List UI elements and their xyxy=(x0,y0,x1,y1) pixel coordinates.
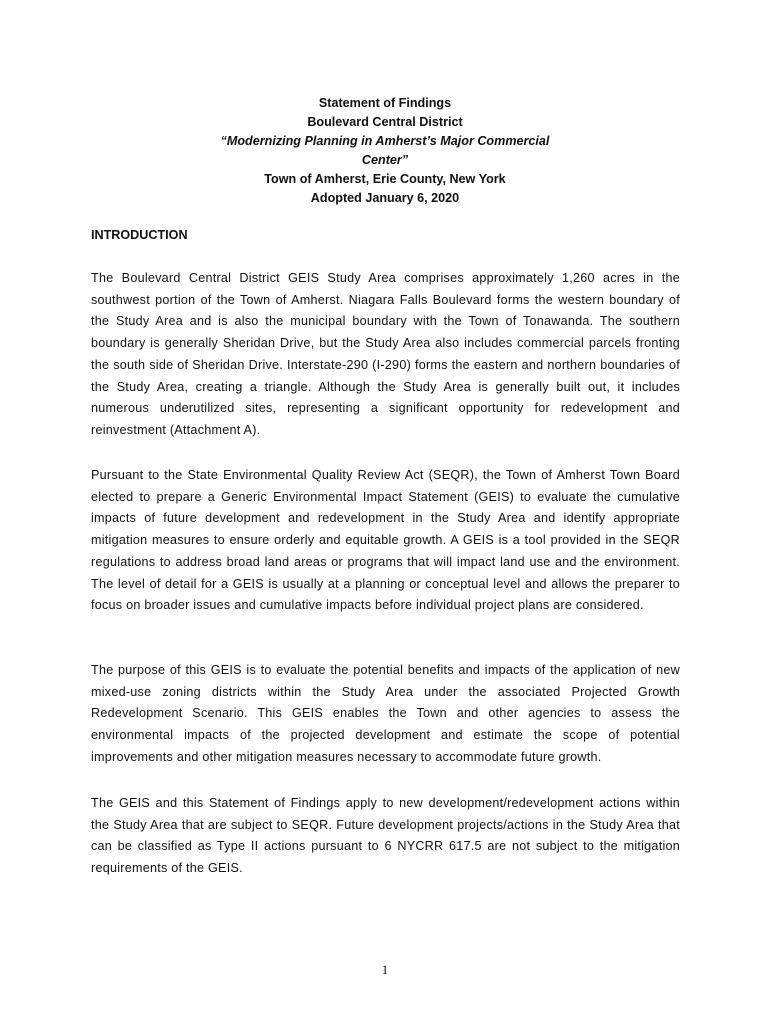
header-location: Town of Amherst, Erie County, New York xyxy=(264,172,506,186)
header-district: Boulevard Central District xyxy=(307,115,463,129)
paragraph-geis-purpose: The purpose of this GEIS is to evaluate the potential benefits and impacts of the application of new mixed-use zoning districts within the Study Area under the associated Projected Growth Redevelopment Scenario. This GEIS enables the Town and other agencies to assess the environmental impacts of the projected development and estimate the scope of potential improvements and other mitigation measures necessary to accommodate future growth. xyxy=(91,663,680,764)
paragraph-seqr: Pursuant to the State Environmental Quality Review Act (SEQR), the Town of Amherst Town Board elected to prepare a Generic Environmental Impact Statement (GEIS) to evaluate the cumulative impacts of future development and redevelopment in the Study Area and identify appropriate mitigation measures to ensure orderly and equitable growth. A GEIS is a tool provided in the SEQR regulations to address broad land areas or programs that will impact land use and the environment. The level of detail for a GEIS is usually at a planning or conceptual level and allows the preparer to focus on broader issues and cumulative impacts before individual project plans are considered. xyxy=(91,468,680,613)
paragraph-applicability: The GEIS and this Statement of Findings apply to new development/redevelopment actions within the Study Area that are subject to SEQR. Future development projects/actions in the Study Area that can be classified as Type II actions pursuant to 6 NYCRR 617.5 are not subject to the mitigation requirements of the GEIS. xyxy=(91,796,680,876)
paragraph-study-area: The Boulevard Central District GEIS Study Area comprises approximately 1,260 acres in the southwest portion of the Town of Amherst. Niagara Falls Boulevard forms the western boundary of the Study Area and is also the municipal boundary with the Town of Tonawanda. The southern boundary is generally Sheridan Drive, but the Study Area also includes commercial parcels fronting the south side of Sheridan Drive. Interstate-290 (I-290) forms the eastern and northern boundaries of the Study Area, creating a triangle. Although the Study Area is generally built out, it includes numerous underutilized sites, representing a significant opportunity for redevelopment and reinvestment (Attachment A). xyxy=(91,271,680,437)
header-adopted-date: Adopted January 6, 2020 xyxy=(310,191,460,205)
header-title: Statement of Findings xyxy=(318,96,452,110)
document-header xyxy=(150,94,620,208)
header-subtitle-line2: Center” xyxy=(361,153,409,167)
header-subtitle-line1: “Modernizing Planning in Amherst’s Major Commercial xyxy=(220,134,550,148)
section-heading-introduction: INTRODUCTION xyxy=(91,228,188,242)
page-number: 1 xyxy=(381,962,389,977)
